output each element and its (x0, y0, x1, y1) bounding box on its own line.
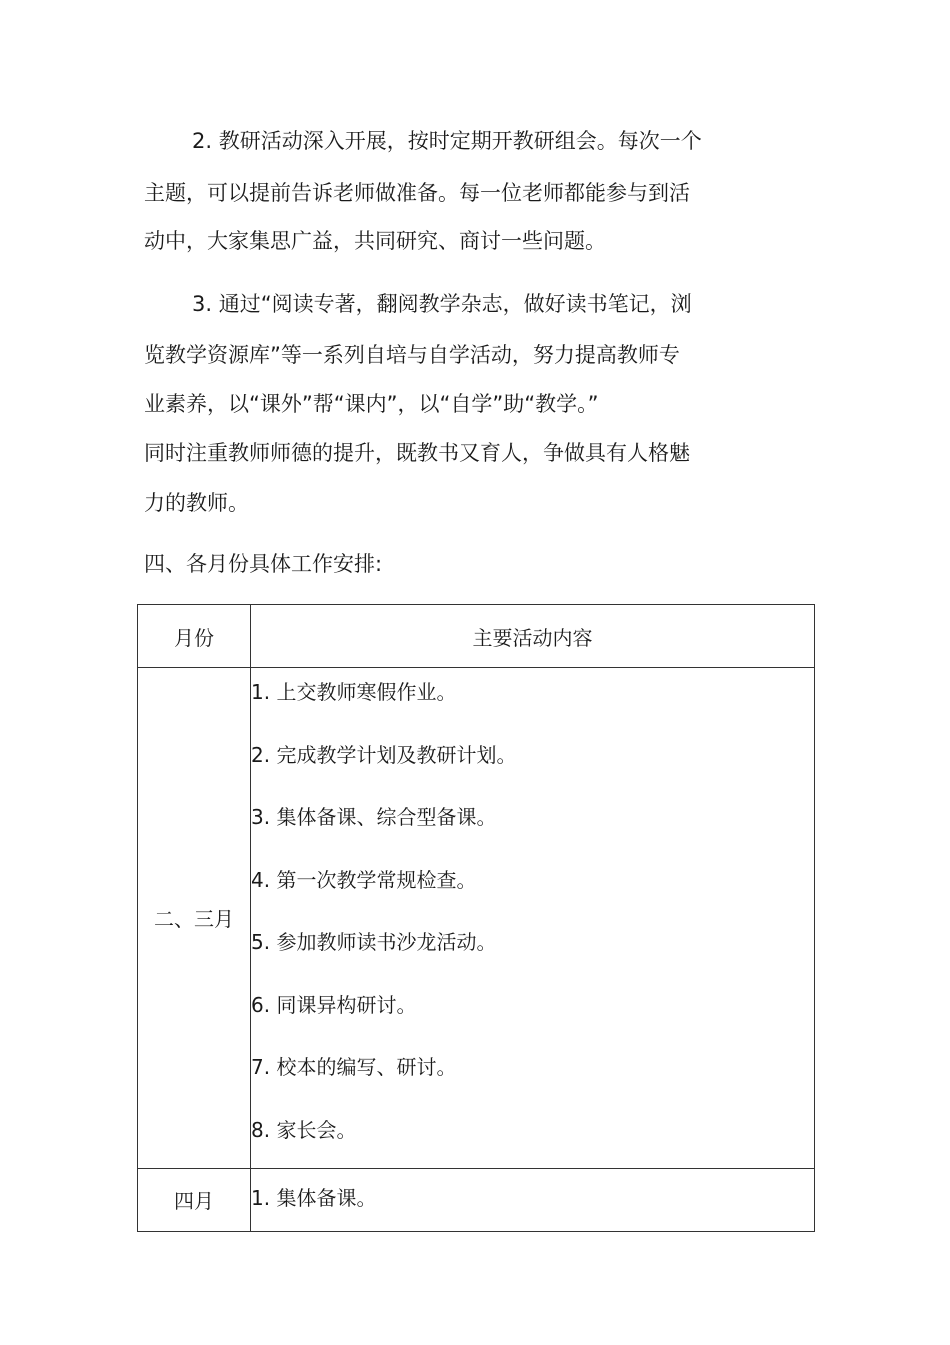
activity-item: 8. 家长会。 (251, 1117, 357, 1142)
activity-item: 4. 第一次教学常规检查。 (251, 867, 477, 892)
table-row (138, 668, 815, 1169)
section-heading: 四、各月份具体工作安排: (144, 552, 383, 576)
activities-cell (251, 1168, 815, 1231)
paragraph-3-line-2: 览教学资源库”等一系列自培与自学活动，努力提高教师专 (144, 343, 680, 367)
activity-item: 2. 完成教学计划及教研计划。 (251, 742, 517, 767)
month-cell: 二、三月 (138, 668, 251, 1169)
paragraph-2-line-3: 动中，大家集思广益，共同研究、商讨一些问题。 (144, 229, 606, 253)
paragraph-3-line-3: 业素养，以“课外”帮“课内”，以“自学”助“教学。” (144, 392, 599, 416)
activity-item: 3. 集体备课、综合型备课。 (251, 805, 497, 829)
monthly-schedule-table (137, 604, 815, 1232)
activity-item: 5. 参加教师读书沙龙活动。 (251, 930, 497, 954)
paragraph-3-line-5: 力的教师。 (144, 491, 249, 515)
table-row (138, 1168, 815, 1231)
activities-cell (251, 668, 815, 1169)
paragraph-2-line-1: 2. 教研活动深入开展，按时定期开教研组会。每次一个 (192, 129, 702, 153)
table-header-row (138, 605, 815, 668)
activity-item: 1. 集体备课。 (251, 1185, 377, 1210)
paragraph-3-line-4: 同时注重教师师德的提升，既教书又育人，争做具有人格魅 (144, 441, 690, 465)
activity-item: 7. 校本的编写、研讨。 (251, 1055, 457, 1079)
month-cell: 四月 (138, 1168, 251, 1231)
paragraph-2-line-2: 主题，可以提前告诉老师做准备。每一位老师都能参与到活 (144, 181, 690, 205)
paragraph-3-line-1: 3. 通过“阅读专著，翻阅教学杂志，做好读书笔记，浏 (192, 292, 692, 316)
header-activities: 主要活动内容 (251, 605, 815, 668)
activity-item: 6. 同课异构研讨。 (251, 992, 417, 1017)
header-month: 月份 (138, 605, 251, 668)
activity-item: 1. 上交教师寒假作业。 (251, 680, 457, 704)
